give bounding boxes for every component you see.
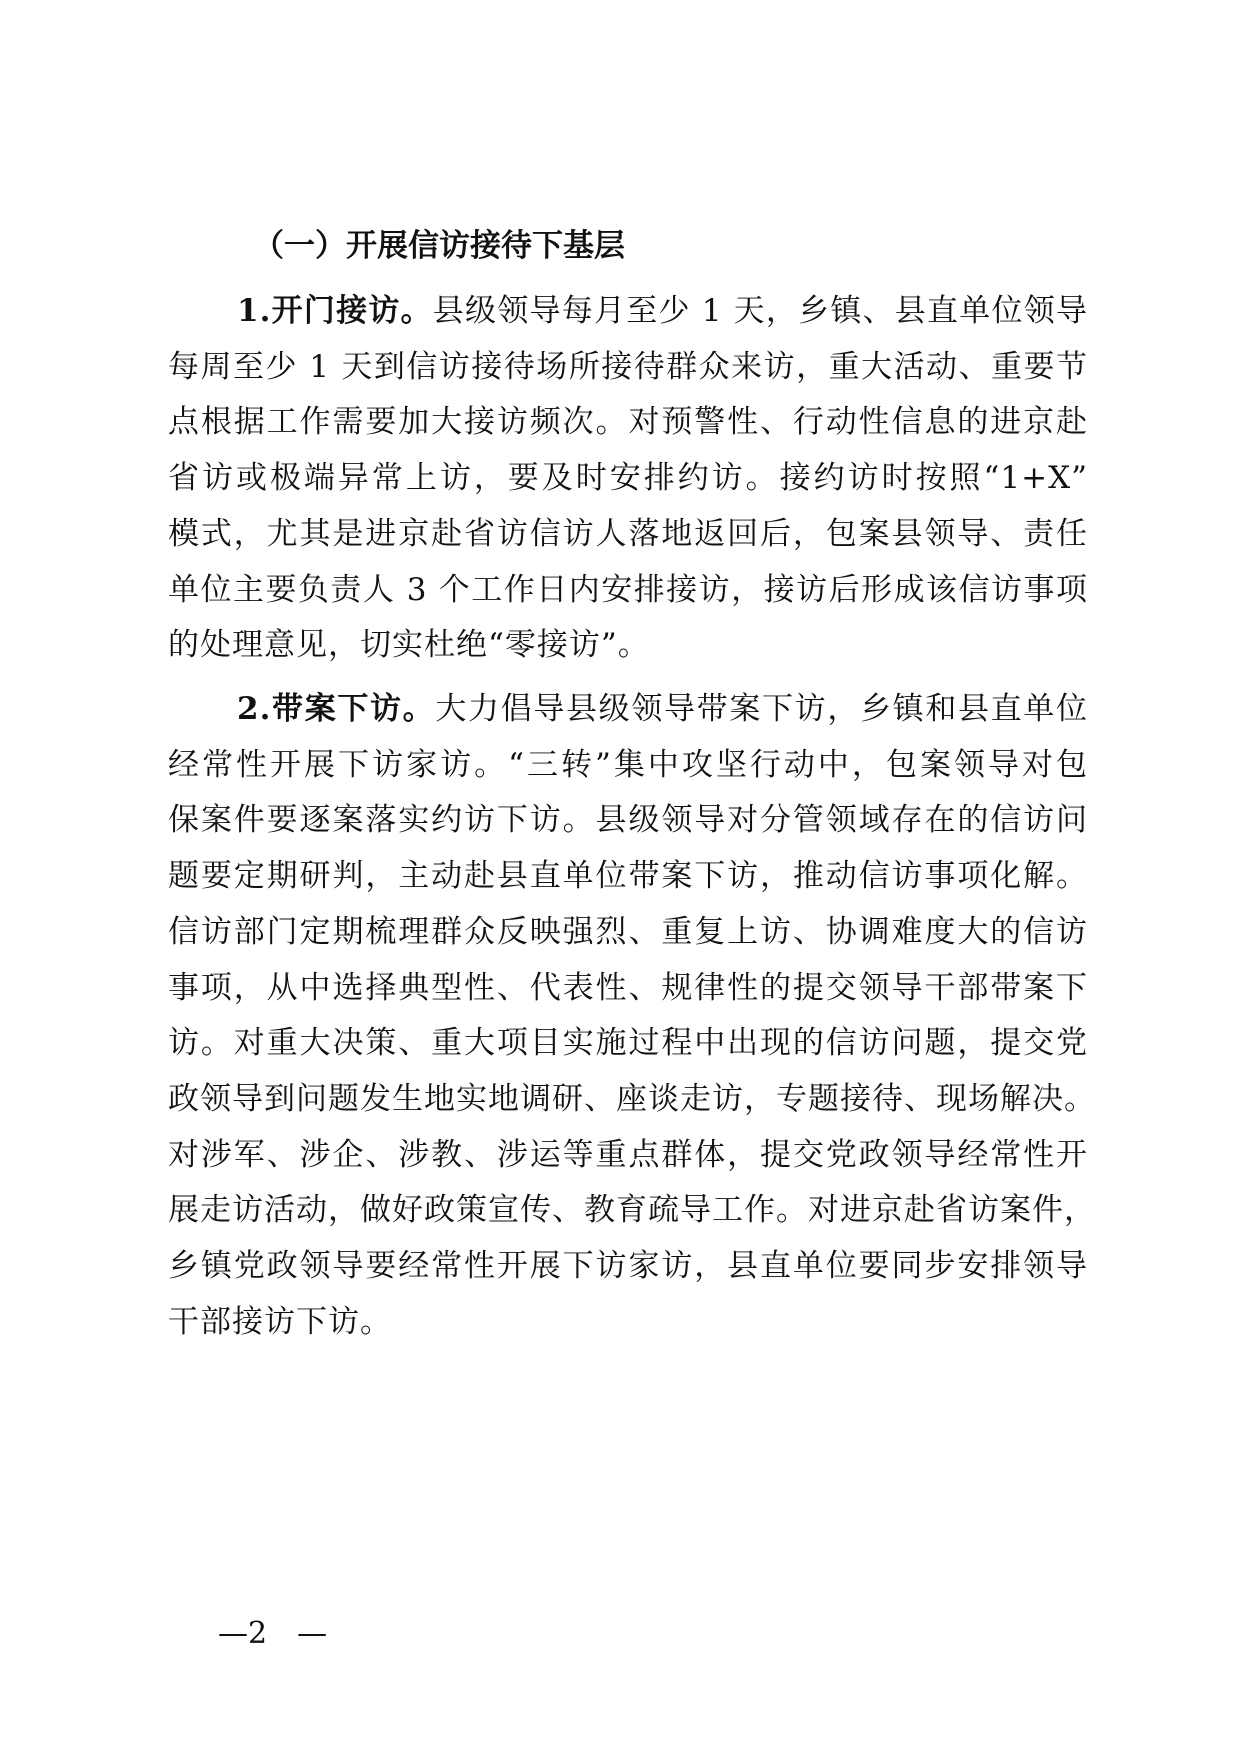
paragraph-line (168, 682, 1088, 738)
paragraph-line: 的处理意见，切实杜绝“零接访”。 (168, 627, 650, 664)
paragraph-line: 事项，从中选择典型性、代表性、规律性的提交领导干部带案下 (168, 969, 1088, 1006)
paragraph-line: 省访或极端异常上访，要及时安排约访。接约访时按照“1+X” (168, 460, 1088, 497)
paragraph-line-text: 大力倡导县级领导带案下访，乡镇和县直单位 (435, 691, 1088, 727)
paragraph-line (168, 284, 1088, 340)
paragraph-open-door-reception (168, 284, 1088, 674)
paragraph-line: 点根据工作需要加大接访频次。对预警性、行动性信息的进京赴 (168, 404, 1088, 441)
paragraph-line: 访。对重大决策、重大项目实施过程中出现的信访问题，提交党 (168, 1025, 1088, 1062)
paragraph-line: 每周至少 1 天到信访接待场所接待群众来访，重大活动、重要节 (168, 348, 1088, 385)
paragraph-line: 乡镇党政领导要经常性开展下访家访，县直单位要同步安排领导 (168, 1248, 1088, 1285)
paragraph-case-visits (168, 682, 1096, 1350)
paragraph-line: 题要定期研判，主动赴县直单位带案下访，推动信访事项化解。 (168, 858, 1088, 895)
paragraph-line: 信访部门定期梳理群众反映强烈、重复上访、协调难度大的信访 (168, 913, 1088, 950)
paragraph-line: 单位主要负责人 3 个工作日内安排接访，接访后形成该信访事项 (168, 571, 1088, 608)
paragraph-line: 对涉军、涉企、涉教、涉运等重点群体，提交党政领导经常性开 (168, 1136, 1088, 1173)
section-heading: （一）开展信访接待下基层 (253, 228, 625, 264)
paragraph-line: 模式，尤其是进京赴省访信访人落地返回后，包案县领导、责任 (168, 515, 1088, 552)
paragraph-line-text: 县级领导每月至少 1 天，乡镇、县直单位领导 (432, 293, 1088, 329)
paragraph-lead: 2.带案下访。 (237, 691, 436, 727)
page-number: —2 — (218, 1616, 328, 1651)
paragraph-line: 展走访活动，做好政策宣传、教育疏导工作。对进京赴省访案件， (168, 1192, 1096, 1229)
paragraph-line: 干部接访下访。 (168, 1303, 392, 1340)
paragraph-line: 经常性开展下访家访。“三转”集中攻坚行动中，包案领导对包 (168, 746, 1088, 783)
paragraph-line: 保案件要逐案落实约访下访。县级领导对分管领域存在的信访问 (168, 802, 1088, 839)
paragraph-line: 政领导到问题发生地实地调研、座谈走访，专题接待、现场解决。 (168, 1080, 1096, 1117)
paragraph-lead: 1.开门接访。 (237, 293, 433, 329)
